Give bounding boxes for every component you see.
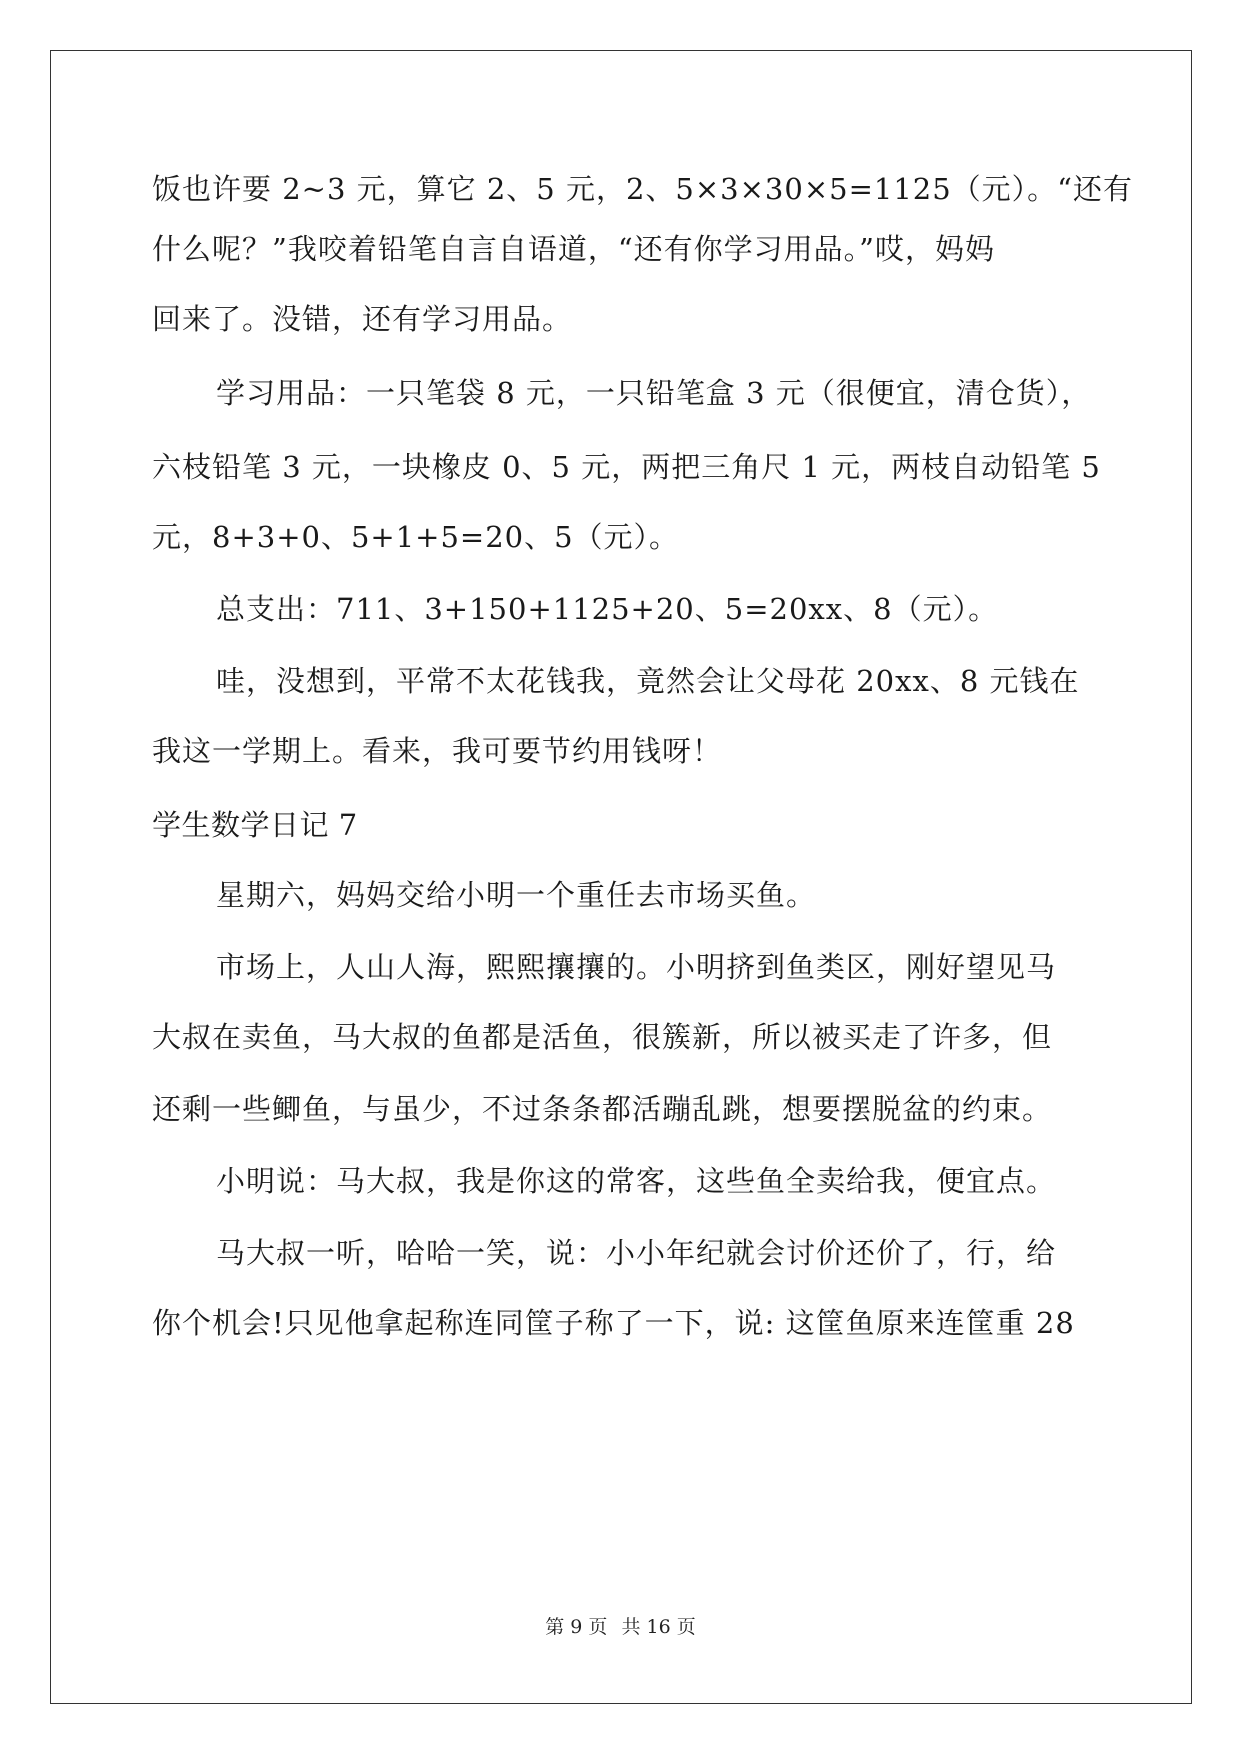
- paragraph-start-line: 市场上，人山人海，熙熙攘攘的。小明挤到鱼类区，刚好望见马: [216, 950, 1057, 984]
- text-line: 大叔在卖鱼，马大叔的鱼都是活鱼，很簇新，所以被买走了许多，但: [152, 1020, 1053, 1054]
- text-line: 还剩一些鲫鱼，与虽少，不过条条都活蹦乱跳，想要摆脱盆的约束。: [152, 1092, 1053, 1126]
- text-line: 元，8+3+0、5+1+5=20、5（元）。: [152, 520, 680, 554]
- page-number: 第 9 页: [545, 1616, 608, 1638]
- paragraph-start-line: 总支出：711、3+150+1125+20、5=20xx、8（元）。: [216, 592, 999, 626]
- text-line: 什么呢？”我咬着铅笔自言自语道，“还有你学习用品。”哎，妈妈: [152, 232, 995, 266]
- paragraph-start-line: 小明说：马大叔，我是你这的常客，这些鱼全卖给我，便宜点。: [216, 1164, 1057, 1198]
- section-heading: 学生数学日记 7: [152, 808, 358, 842]
- text-line: 回来了。没错，还有学习用品。: [152, 302, 573, 336]
- text-line: 六枝铅笔 3 元，一块橡皮 0、5 元，两把三角尺 1 元，两枝自动铅笔 5: [152, 450, 1101, 484]
- page-border: [50, 50, 1192, 1704]
- paragraph-start-line: 学习用品：一只笔袋 8 元，一只铅笔盒 3 元（很便宜，清仓货），: [216, 376, 1092, 410]
- text-line: 我这一学期上。看来，我可要节约用钱呀！: [152, 734, 723, 768]
- paragraph-start-line: 哇，没想到，平常不太花钱我，竟然会让父母花 20xx、8 元钱在: [216, 664, 1080, 698]
- paragraph-start-line: 星期六，妈妈交给小明一个重任去市场买鱼。: [216, 878, 817, 912]
- page-total: 共 16 页: [621, 1616, 696, 1638]
- paragraph-start-line: 马大叔一听，哈哈一笑，说：小小年纪就会讨价还价了，行，给: [216, 1236, 1057, 1270]
- text-line: 饭也许要 2~3 元，算它 2、5 元，2、5×3×30×5=1125（元）。“还有: [152, 172, 1134, 206]
- page-footer: [0, 1616, 1241, 1638]
- text-line: 你个机会!只见他拿起称连同筐子称了一下，说: 这筐鱼原来连筐重 28: [152, 1306, 1075, 1340]
